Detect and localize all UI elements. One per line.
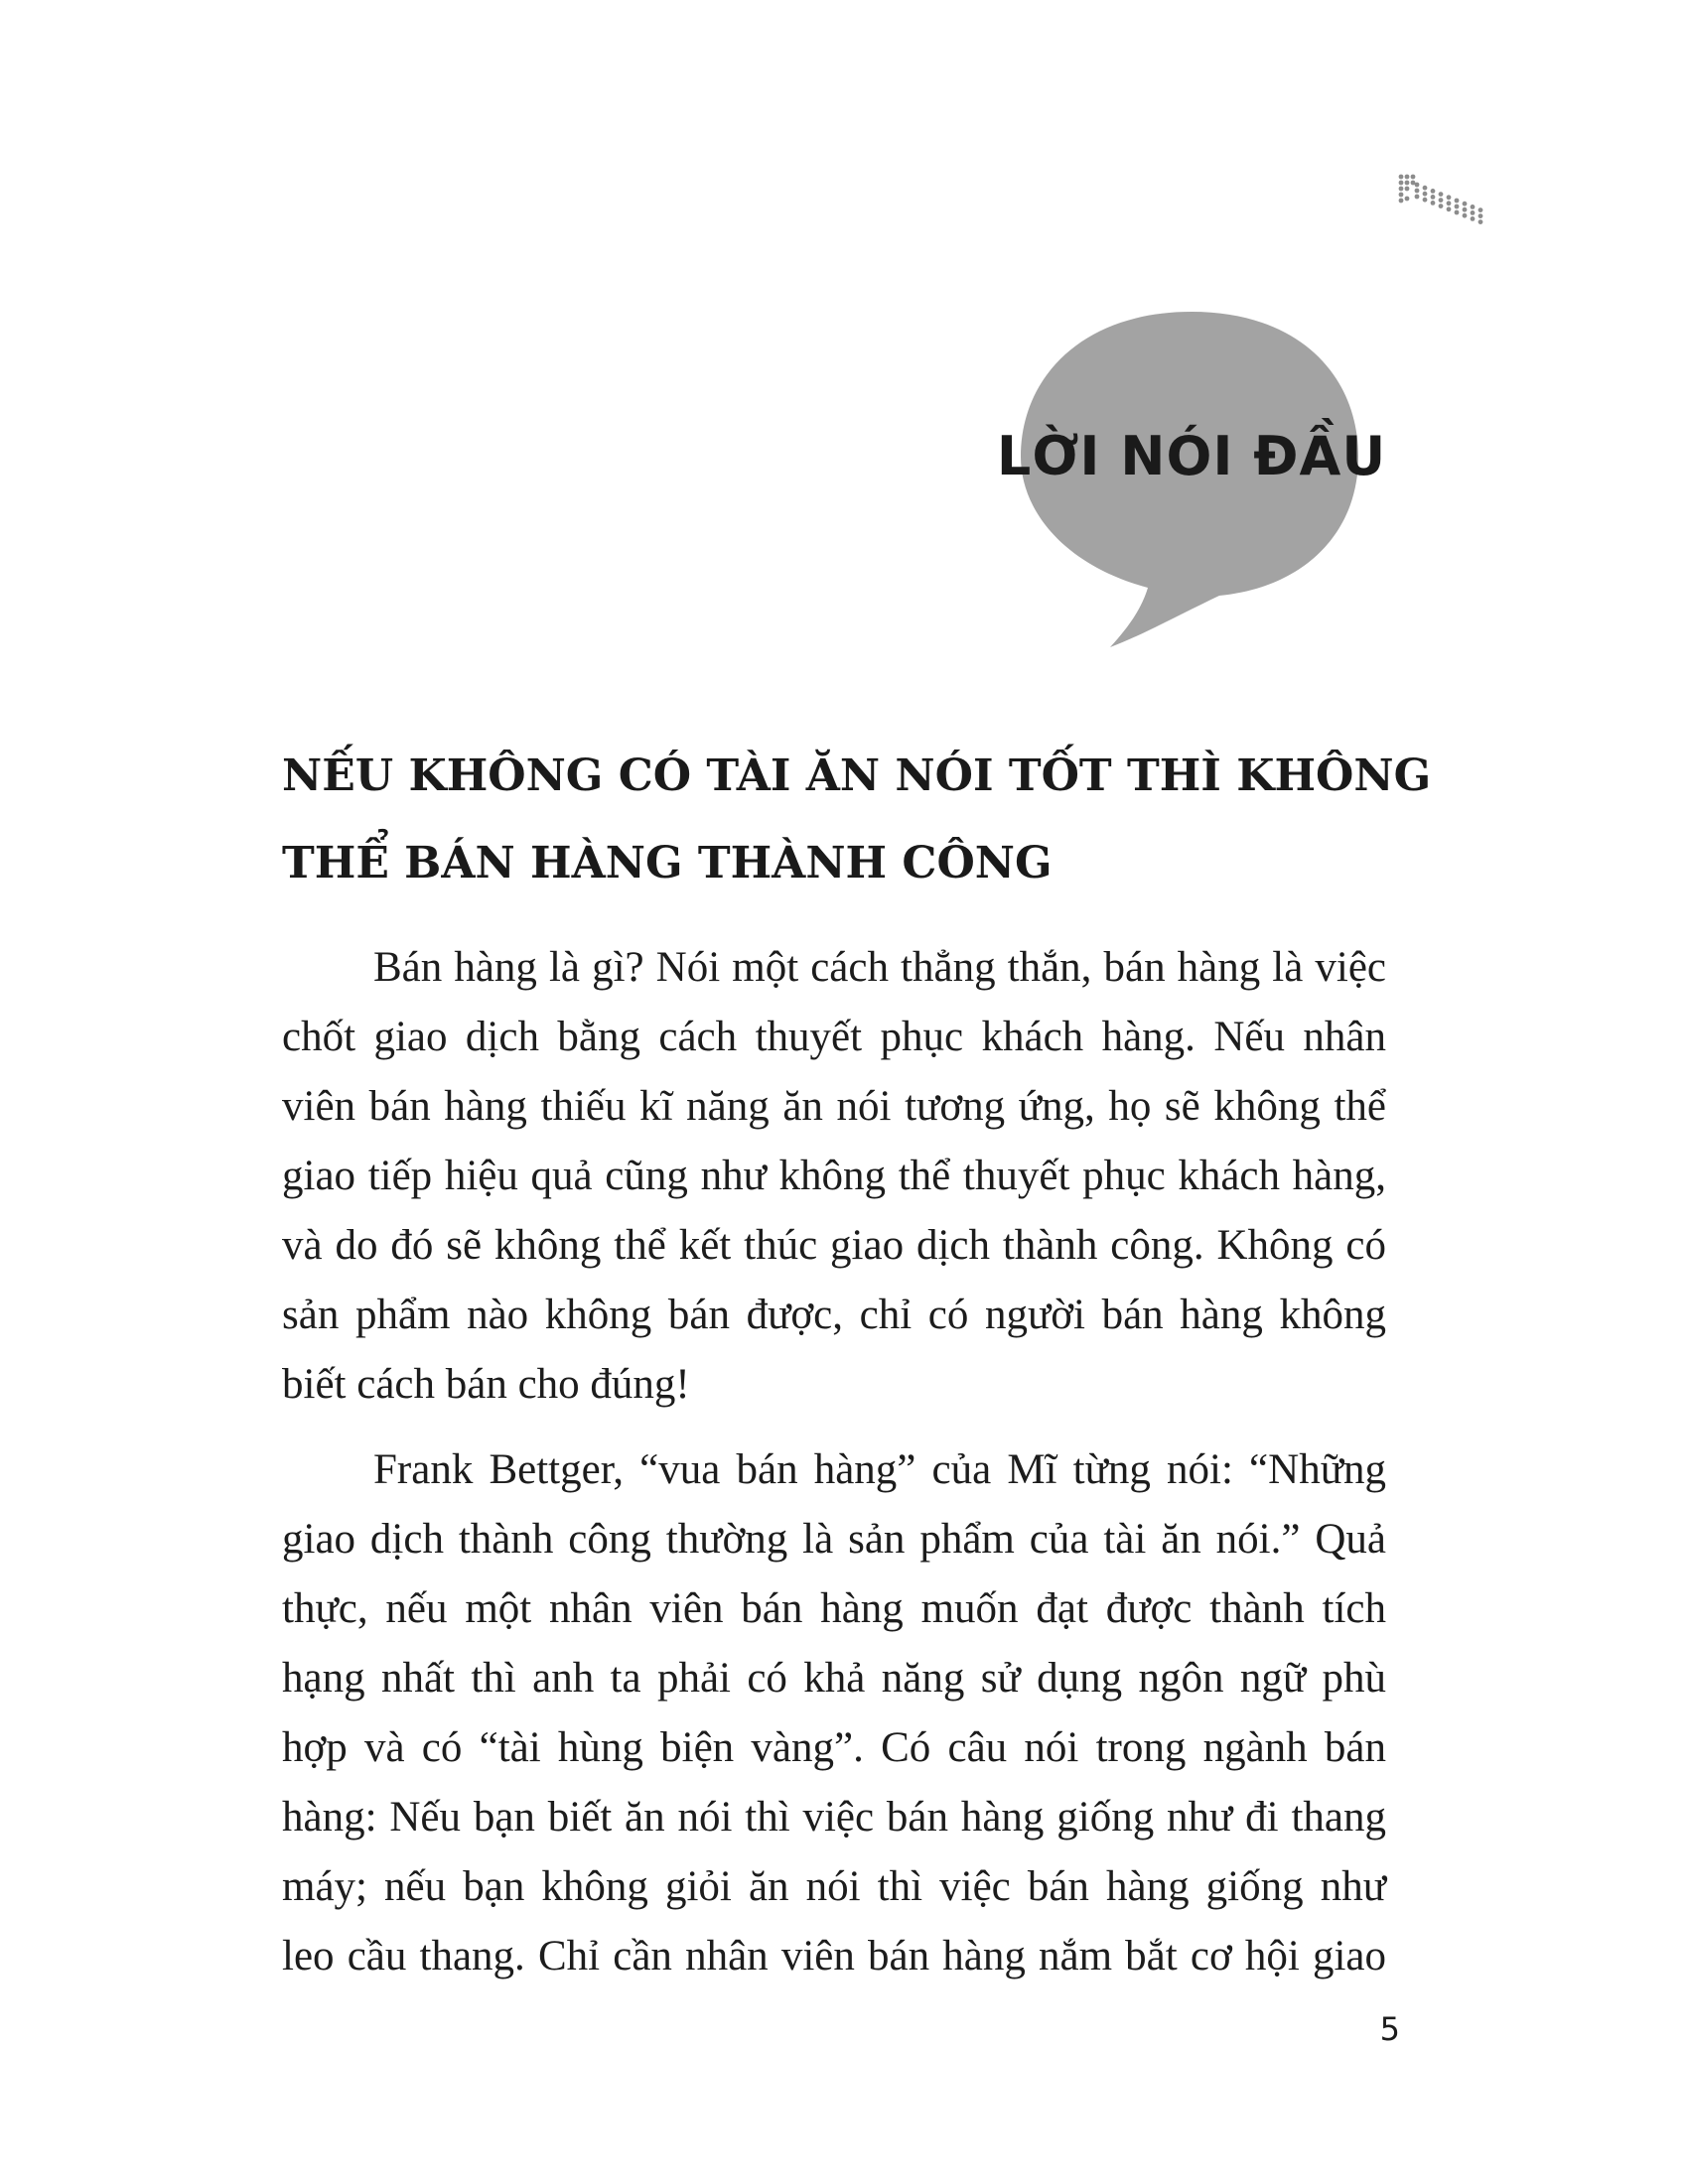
dot	[1439, 198, 1444, 203]
text-line: hợp và có “tài hùng biện vàng”. Có câu nói trong ngành bán	[282, 1724, 1386, 1771]
dot	[1399, 187, 1404, 192]
dot	[1439, 204, 1444, 208]
text-line: Bán hàng là gì? Nói một cách thẳng thắn, bán hàng là việc	[373, 944, 1386, 991]
text-line: biết cách bán cho đúng!	[282, 1361, 690, 1408]
dot	[1431, 201, 1436, 205]
dot	[1439, 192, 1444, 197]
page-number: 5	[1379, 2010, 1400, 2048]
dot	[1447, 195, 1452, 200]
dot	[1411, 181, 1416, 186]
text-line: sản phẩm nào không bán được, chỉ có người bán hàng không	[282, 1292, 1386, 1338]
section-label-bubble	[993, 298, 1390, 675]
dot	[1455, 199, 1460, 204]
dot	[1423, 198, 1428, 203]
heading-line: NẾU KHÔNG CÓ TÀI ĂN NÓI TỐT THÌ KHÔNG	[282, 751, 1432, 801]
dotted-arrow-icon	[1395, 171, 1494, 230]
text-line: hạng nhất thì anh ta phải có khả năng sử dụng ngôn ngữ phù	[282, 1655, 1386, 1702]
text-line: hàng: Nếu bạn biết ăn nói thì việc bán hàng giống như đi thang	[282, 1794, 1386, 1841]
dot	[1447, 206, 1452, 211]
text-line: chốt giao dịch bằng cách thuyết phục khách hàng. Nếu nhân	[282, 1014, 1386, 1060]
dot	[1399, 181, 1404, 186]
dot	[1405, 197, 1410, 202]
text-line: giao dịch thành công thường là sản phẩm của tài ăn nói.” Quả	[282, 1516, 1386, 1563]
dot	[1463, 213, 1468, 218]
dot	[1399, 175, 1404, 180]
dot	[1405, 175, 1410, 180]
paragraph	[282, 1435, 1386, 1991]
text-line: Frank Bettger, “vua bán hàng” của Mĩ từng nói: “Những	[373, 1446, 1386, 1493]
dot	[1463, 202, 1468, 206]
dot	[1463, 207, 1468, 212]
dot	[1471, 205, 1476, 209]
text-line: và do đó sẽ không thể kết thúc giao dịch thành công. Không có	[282, 1222, 1386, 1269]
dot	[1411, 175, 1416, 180]
heading-line: THỂ BÁN HÀNG THÀNH CÔNG	[282, 838, 1053, 888]
dot	[1423, 192, 1428, 197]
dot	[1431, 195, 1436, 200]
dot	[1405, 181, 1410, 186]
dot	[1455, 205, 1460, 209]
chapter-heading	[282, 733, 1432, 907]
dot	[1447, 201, 1452, 205]
dot	[1405, 187, 1410, 192]
dot	[1478, 213, 1483, 218]
text-line: máy; nếu bạn không giỏi ăn nói thì việc bán hàng giống như	[282, 1863, 1386, 1910]
text-line: giao tiếp hiệu quả cũng như không thể thuyết phục khách hàng,	[282, 1153, 1386, 1199]
text-line: thực, nếu một nhân viên bán hàng muốn đạt được thành tích	[282, 1585, 1386, 1632]
body-text	[282, 933, 1386, 2007]
dot	[1478, 207, 1483, 212]
dot	[1423, 186, 1428, 191]
dot	[1431, 189, 1436, 194]
dot	[1455, 210, 1460, 215]
dot	[1471, 216, 1476, 221]
dot	[1399, 199, 1404, 204]
section-label: LỜI NÓI ĐẦU	[996, 425, 1387, 487]
dot	[1415, 189, 1420, 194]
dot	[1471, 210, 1476, 215]
dot	[1399, 193, 1404, 198]
dot	[1478, 219, 1483, 224]
text-line: viên bán hàng thiếu kĩ năng ăn nói tương ứng, họ sẽ không thể	[282, 1083, 1386, 1130]
paragraph	[282, 933, 1386, 1420]
text-line: leo cầu thang. Chỉ cần nhân viên bán hàng nắm bắt cơ hội giao	[282, 1933, 1386, 1979]
dot	[1415, 195, 1420, 200]
